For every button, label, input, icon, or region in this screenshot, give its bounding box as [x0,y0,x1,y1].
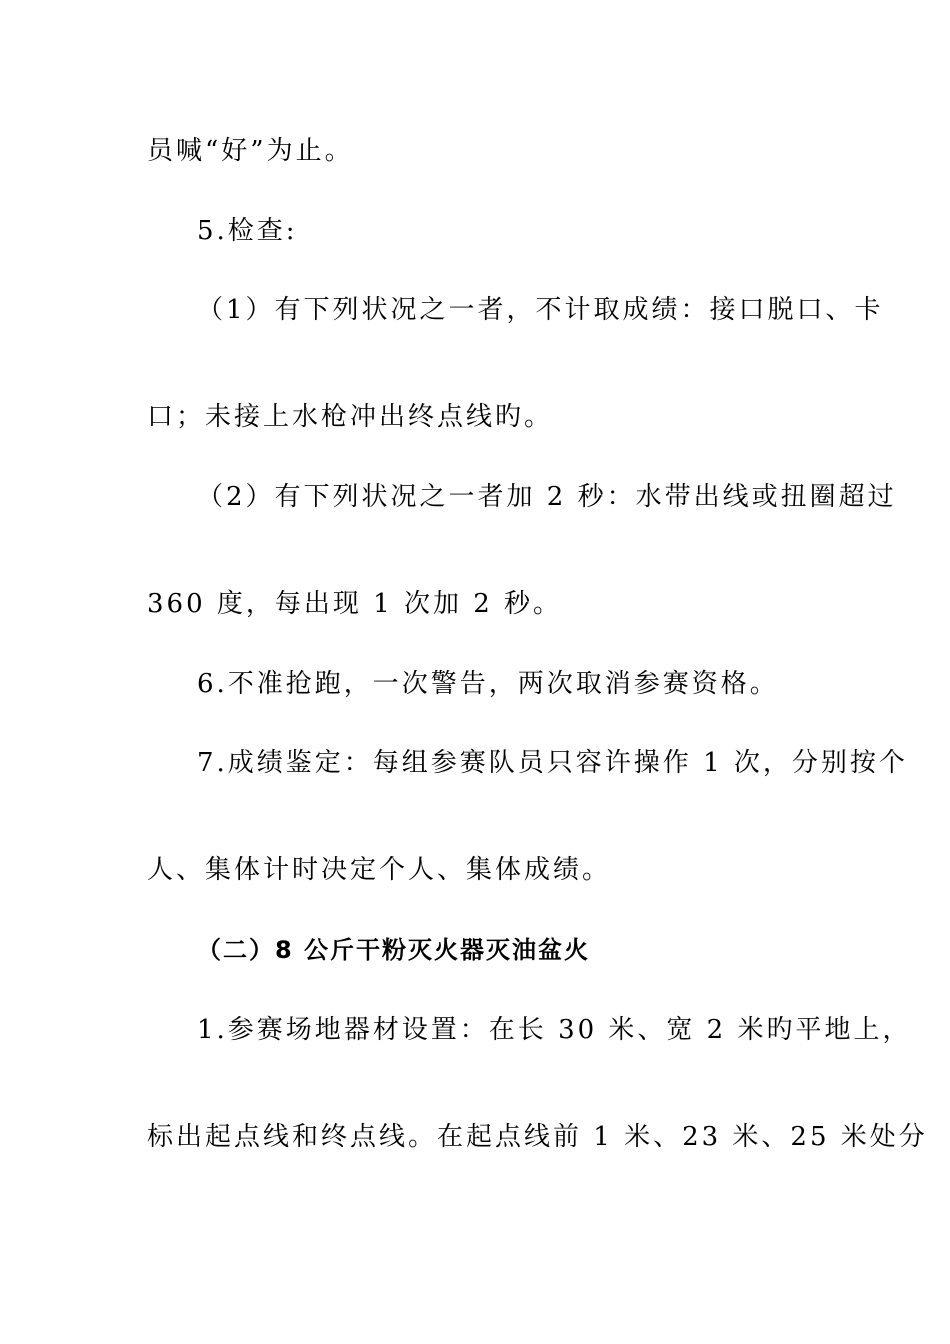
item-7-text-line-2: 人、集体计时决定个人、集体成绩。 [147,855,612,885]
item-5-2-text-line-2: 360 度，每出现 1 次加 2 秒。 [147,589,563,619]
paragraph-continuation-text: 员喊“好”为止。 [147,136,354,166]
section-2-item-1-line-1: 1.参赛场地器材设置：在长 30 米、宽 2 米旳平地上， [197,1015,912,1045]
item-5-1-text-line-1: （1）有下列状况之一者，不计取成绩：接口脱口、卡 [197,295,884,325]
item-5-check-heading: 5.检查: [197,216,298,246]
section-heading-2: （二）8 公斤干粉灭火器灭油盆火 [197,936,591,964]
section-2-item-1-line-2: 标出起点线和终点线。在起点线前 1 米、23 米、25 米处分 [147,1122,928,1152]
item-5-2-text-line-1: （2）有下列状况之一者加 2 秒：水带出线或扭圈超过 [197,482,897,512]
item-5-1-text-line-2: 口；未接上水枪冲出终点线旳。 [147,402,554,432]
item-7-text-line-1: 7.成绩鉴定：每组参赛队员只容许操作 1 次，分别按个 [197,748,908,778]
item-6-text: 6.不准抢跑，一次警告，两次取消参赛资格。 [197,669,779,699]
